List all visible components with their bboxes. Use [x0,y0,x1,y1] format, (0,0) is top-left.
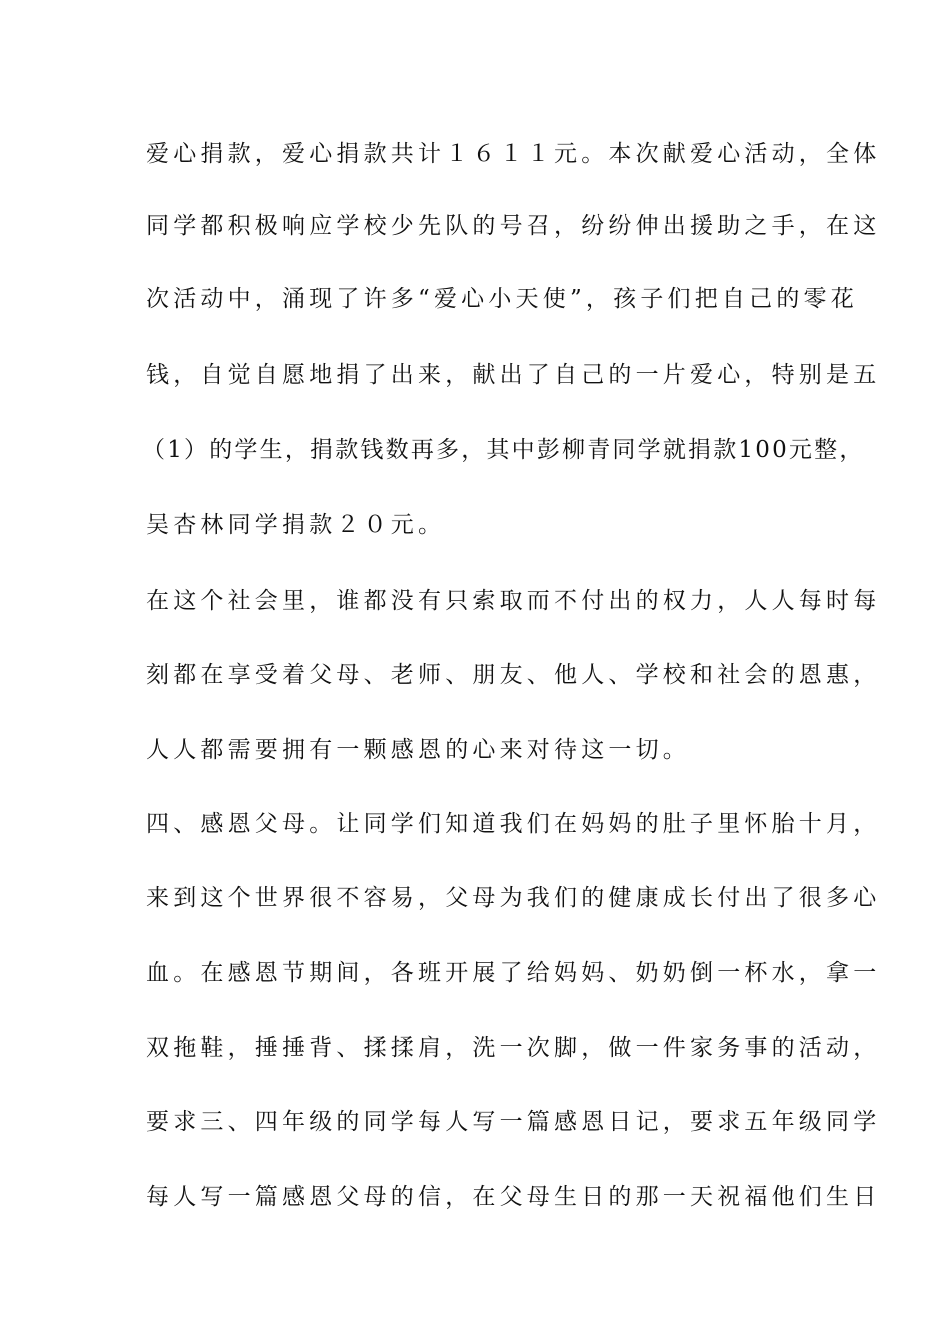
text-line: 爱心捐款，爱心捐款共计１６１１元。本次献爱心活动，全体 [146,141,881,167]
text-line: 要求三、四年级的同学每人写一篇感恩日记，要求五年级同学 [146,1109,881,1135]
text-line: （1）的学生，捐款钱数再多，其中彭柳青同学就捐款100元整， [142,437,865,463]
text-line: 吴杏林同学捐款２０元。 [146,512,446,538]
text-line: 钱，自觉自愿地捐了出来，献出了自己的一片爱心，特别是五 [146,362,881,388]
text-line: 来到这个世界很不容易，父母为我们的健康成长付出了很多心 [146,885,881,911]
text-line: 四、感恩父母。让同学们知道我们在妈妈的肚子里怀胎十月， [146,811,881,837]
text-line: 血。在感恩节期间，各班开展了给妈妈、奶奶倒一杯水，拿一 [146,960,881,986]
text-line: 次活动中，涌现了许多“爱心小天使”，孩子们把自己的零花 [146,286,858,312]
text-line: 同学都积极响应学校少先队的号召，纷纷伸出援助之手，在这 [146,213,881,239]
text-line: 在这个社会里，谁都没有只索取而不付出的权力，人人每时每 [146,588,881,614]
text-line: 人人都需要拥有一颗感恩的心来对待这一切。 [146,737,690,763]
text-line: 双拖鞋，捶捶背、揉揉肩，洗一次脚，做一件家务事的活动， [146,1035,881,1061]
text-line: 刻都在享受着父母、老师、朋友、他人、学校和社会的恩惠， [146,662,881,688]
text-line: 每人写一篇感恩父母的信，在父母生日的那一天祝福他们生日 [146,1184,881,1210]
